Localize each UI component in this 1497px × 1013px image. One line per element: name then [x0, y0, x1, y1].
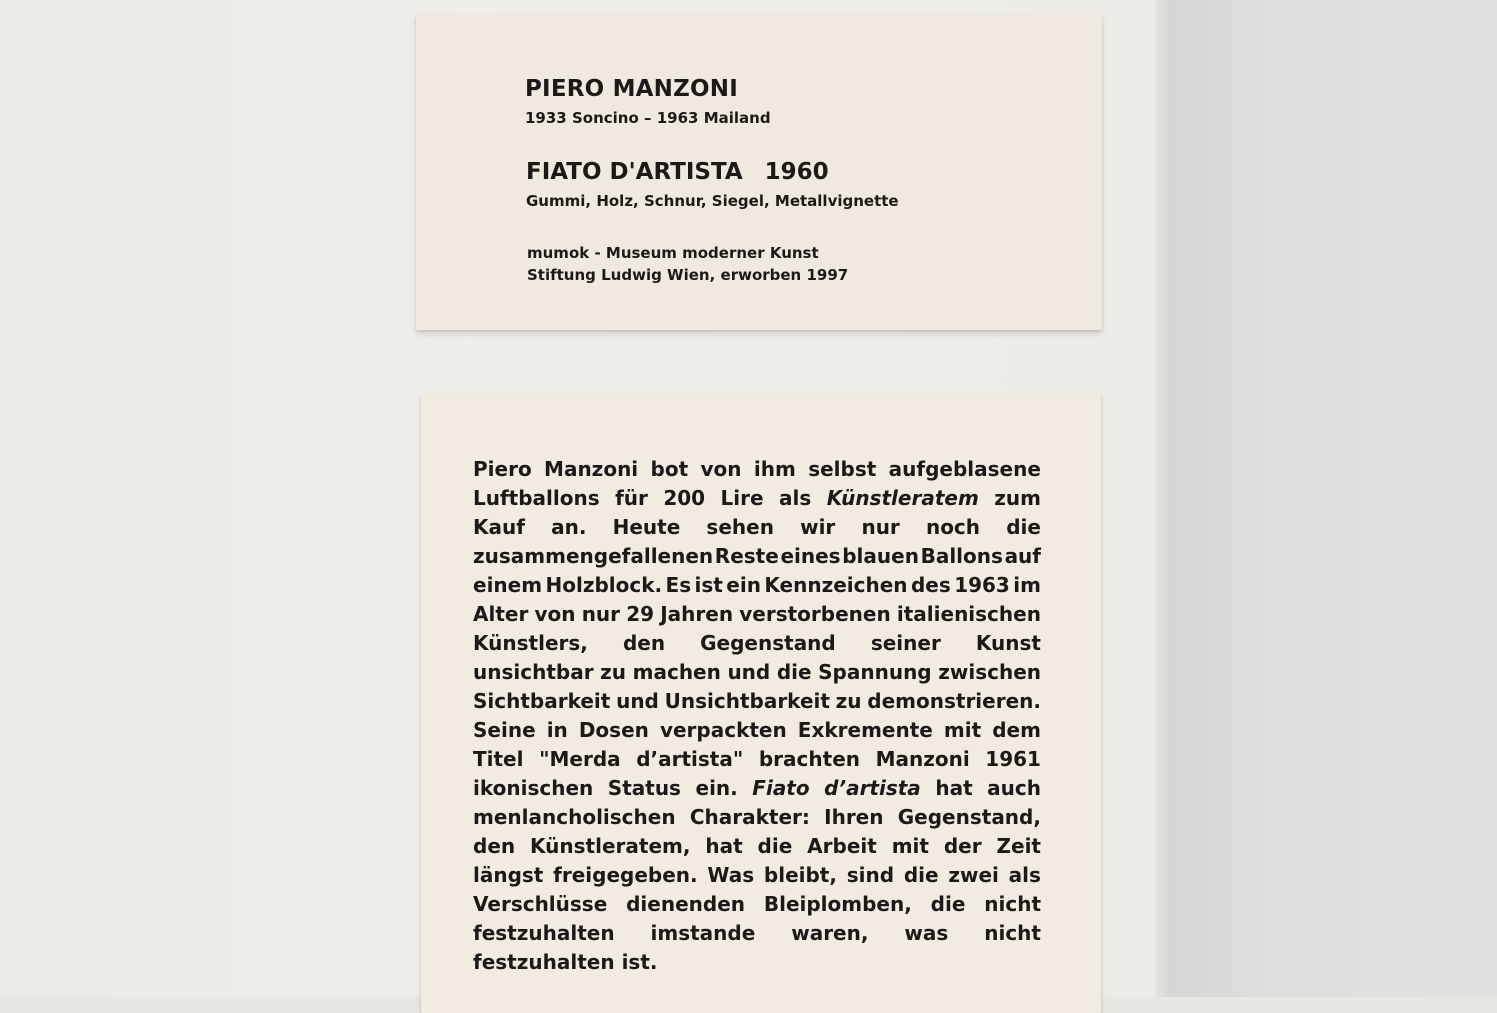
description-word: nicht: [984, 921, 1041, 945]
description-word: nur: [581, 602, 621, 626]
description-word: ist.: [621, 950, 658, 974]
description-word: Zeit: [996, 834, 1041, 858]
description-word: Unsichtbarkeit: [664, 689, 830, 713]
description-line: [473, 571, 1041, 600]
description-word: seiner: [870, 631, 941, 655]
description-word: bleibt,: [763, 863, 837, 887]
description-word: machen: [632, 660, 721, 684]
description-word: Holzblock.: [545, 573, 663, 597]
description-word: imstande: [650, 921, 756, 945]
description-word: in: [546, 718, 568, 742]
description-word: ein.: [695, 776, 738, 800]
description-word: sehen: [706, 515, 774, 539]
description-word: ist: [694, 573, 723, 597]
description-line: [473, 861, 1041, 890]
work-year: 1960: [764, 159, 829, 185]
description-word: ein: [726, 573, 761, 597]
description-line: [473, 658, 1041, 687]
description-word: was: [904, 921, 949, 945]
description-word: die: [930, 892, 966, 916]
description-word: Kennzeichen: [764, 573, 908, 597]
description-word: 200: [663, 486, 706, 510]
description-word: Seine: [473, 718, 536, 742]
description-word: blauen: [842, 544, 919, 568]
description-line: [473, 455, 1041, 484]
description-word: Gegenstand: [700, 631, 836, 655]
description-word: verstorbenen: [739, 602, 891, 626]
description-line: [473, 774, 1041, 803]
collection-line-1: mumok - Museum moderner Kunst: [527, 244, 819, 262]
description-word: d’artista": [636, 747, 744, 771]
description-word: von: [700, 457, 742, 481]
materials: Gummi, Holz, Schnur, Siegel, Metallvignette: [526, 192, 899, 210]
description-word: Verschlüsse: [473, 892, 608, 916]
description-word: zwischen: [938, 660, 1041, 684]
description-word: mit: [891, 834, 929, 858]
description-word: Manzoni: [544, 457, 639, 481]
artist-name: PIERO MANZONI: [525, 76, 738, 102]
description-word: die: [776, 660, 812, 684]
description-word: an.: [551, 515, 587, 539]
description-word: Dosen: [578, 718, 649, 742]
description-word: d’artista: [824, 776, 921, 800]
description-word: sind: [846, 863, 895, 887]
description-word: ikonischen: [473, 776, 594, 800]
description-word: der: [943, 834, 982, 858]
description-word: die: [903, 863, 939, 887]
description-word: Fiato: [752, 776, 810, 800]
description-line: [473, 513, 1041, 542]
description-word: für: [615, 486, 648, 510]
description-word: auch: [987, 776, 1041, 800]
description-word: Luftballons: [473, 486, 600, 510]
description-line: [473, 832, 1041, 861]
description-word: Bleiplomben,: [763, 892, 912, 916]
description-word: 1961: [985, 747, 1041, 771]
description-line: [473, 803, 1041, 832]
description-word: ihm: [753, 457, 796, 481]
description-word: nicht: [984, 892, 1041, 916]
description-word: mit: [943, 718, 982, 742]
description-word: wir: [800, 515, 836, 539]
description-word: "Merda: [539, 747, 621, 771]
description-word: Alter: [473, 602, 529, 626]
description-word: Piero: [473, 457, 532, 481]
description-word: Kauf: [473, 515, 525, 539]
artwork-label-card: [416, 14, 1102, 330]
description-word: Charakter:: [689, 805, 810, 829]
artist-dates: 1933 Soncino – 1963 Mailand: [525, 109, 771, 127]
description-word: nur: [861, 515, 900, 539]
description-line: [473, 716, 1041, 745]
work-title: FIATO D'ARTISTA: [526, 159, 743, 185]
description-word: dem: [992, 718, 1041, 742]
description-word: und: [616, 689, 659, 713]
description-line: [473, 948, 1041, 977]
description-word: hat: [935, 776, 973, 800]
description-word: hat: [705, 834, 743, 858]
description-word: als: [1008, 863, 1041, 887]
description-word: von: [534, 602, 576, 626]
description-word: Heute: [612, 515, 681, 539]
description-word: den: [473, 834, 516, 858]
description-word: Künstleratem,: [530, 834, 691, 858]
description-word: festzuhalten: [473, 921, 615, 945]
description-word: auf: [1004, 544, 1041, 568]
description-word: Spannung: [818, 660, 932, 684]
description-word: festzuhalten: [473, 950, 615, 974]
work-title-line: [526, 159, 829, 185]
description-word: Manzoni: [875, 747, 970, 771]
description-line: [473, 600, 1041, 629]
description-line: [473, 542, 1041, 571]
description-word: Titel: [473, 747, 524, 771]
description-line: [473, 629, 1041, 658]
description-word: Sichtbarkeit: [473, 689, 611, 713]
side-wall: [1170, 0, 1497, 997]
collection-line-2: Stiftung Ludwig Wien, erworben 1997: [527, 266, 849, 284]
description-word: Status: [607, 776, 681, 800]
description-word: Künstleratem: [826, 486, 979, 510]
description-word: die: [1006, 515, 1041, 539]
description-word: und: [727, 660, 771, 684]
description-text: [473, 455, 1041, 977]
description-line: [473, 890, 1041, 919]
description-line: [473, 745, 1041, 774]
description-word: Lire: [720, 486, 764, 510]
description-word: noch: [925, 515, 981, 539]
description-word: verpackten: [659, 718, 787, 742]
description-word: zwei: [948, 863, 999, 887]
description-word: unsichtbar: [473, 660, 594, 684]
description-word: zusammengefallenen: [473, 544, 714, 568]
description-word: bot: [650, 457, 689, 481]
description-word: Reste: [714, 544, 779, 568]
description-word: den: [622, 631, 666, 655]
description-card: [421, 393, 1101, 1013]
description-word: waren,: [791, 921, 869, 945]
description-word: 1963: [954, 573, 1010, 597]
description-word: Ihren: [824, 805, 884, 829]
description-word: demonstrieren.: [867, 689, 1041, 713]
description-word: die: [757, 834, 793, 858]
description-line: [473, 484, 1041, 513]
description-word: menlancholischen: [473, 805, 676, 829]
description-word: Arbeit: [807, 834, 877, 858]
description-word: freigegeben.: [553, 863, 698, 887]
description-line: [473, 687, 1041, 716]
description-word: dienenden: [626, 892, 746, 916]
description-word: als: [779, 486, 812, 510]
description-word: einem: [473, 573, 543, 597]
description-word: im: [1013, 573, 1041, 597]
description-word: italienischen: [896, 602, 1041, 626]
description-word: Exkremente: [797, 718, 933, 742]
description-word: 29: [626, 602, 655, 626]
description-line: [473, 919, 1041, 948]
description-word: Was: [707, 863, 755, 887]
description-word: Jahren: [660, 602, 734, 626]
description-word: Kunst: [975, 631, 1041, 655]
description-word: zum: [994, 486, 1041, 510]
description-word: zu: [835, 689, 862, 713]
description-word: brachten: [758, 747, 860, 771]
description-word: eines: [780, 544, 841, 568]
description-word: zu: [600, 660, 627, 684]
description-word: Gegenstand,: [897, 805, 1041, 829]
description-word: aufgeblasene: [888, 457, 1041, 481]
description-word: Ballons: [920, 544, 1003, 568]
description-word: Künstlers,: [473, 631, 588, 655]
description-word: selbst: [808, 457, 877, 481]
description-word: Es: [665, 573, 692, 597]
description-word: des: [910, 573, 951, 597]
description-word: längst: [473, 863, 544, 887]
